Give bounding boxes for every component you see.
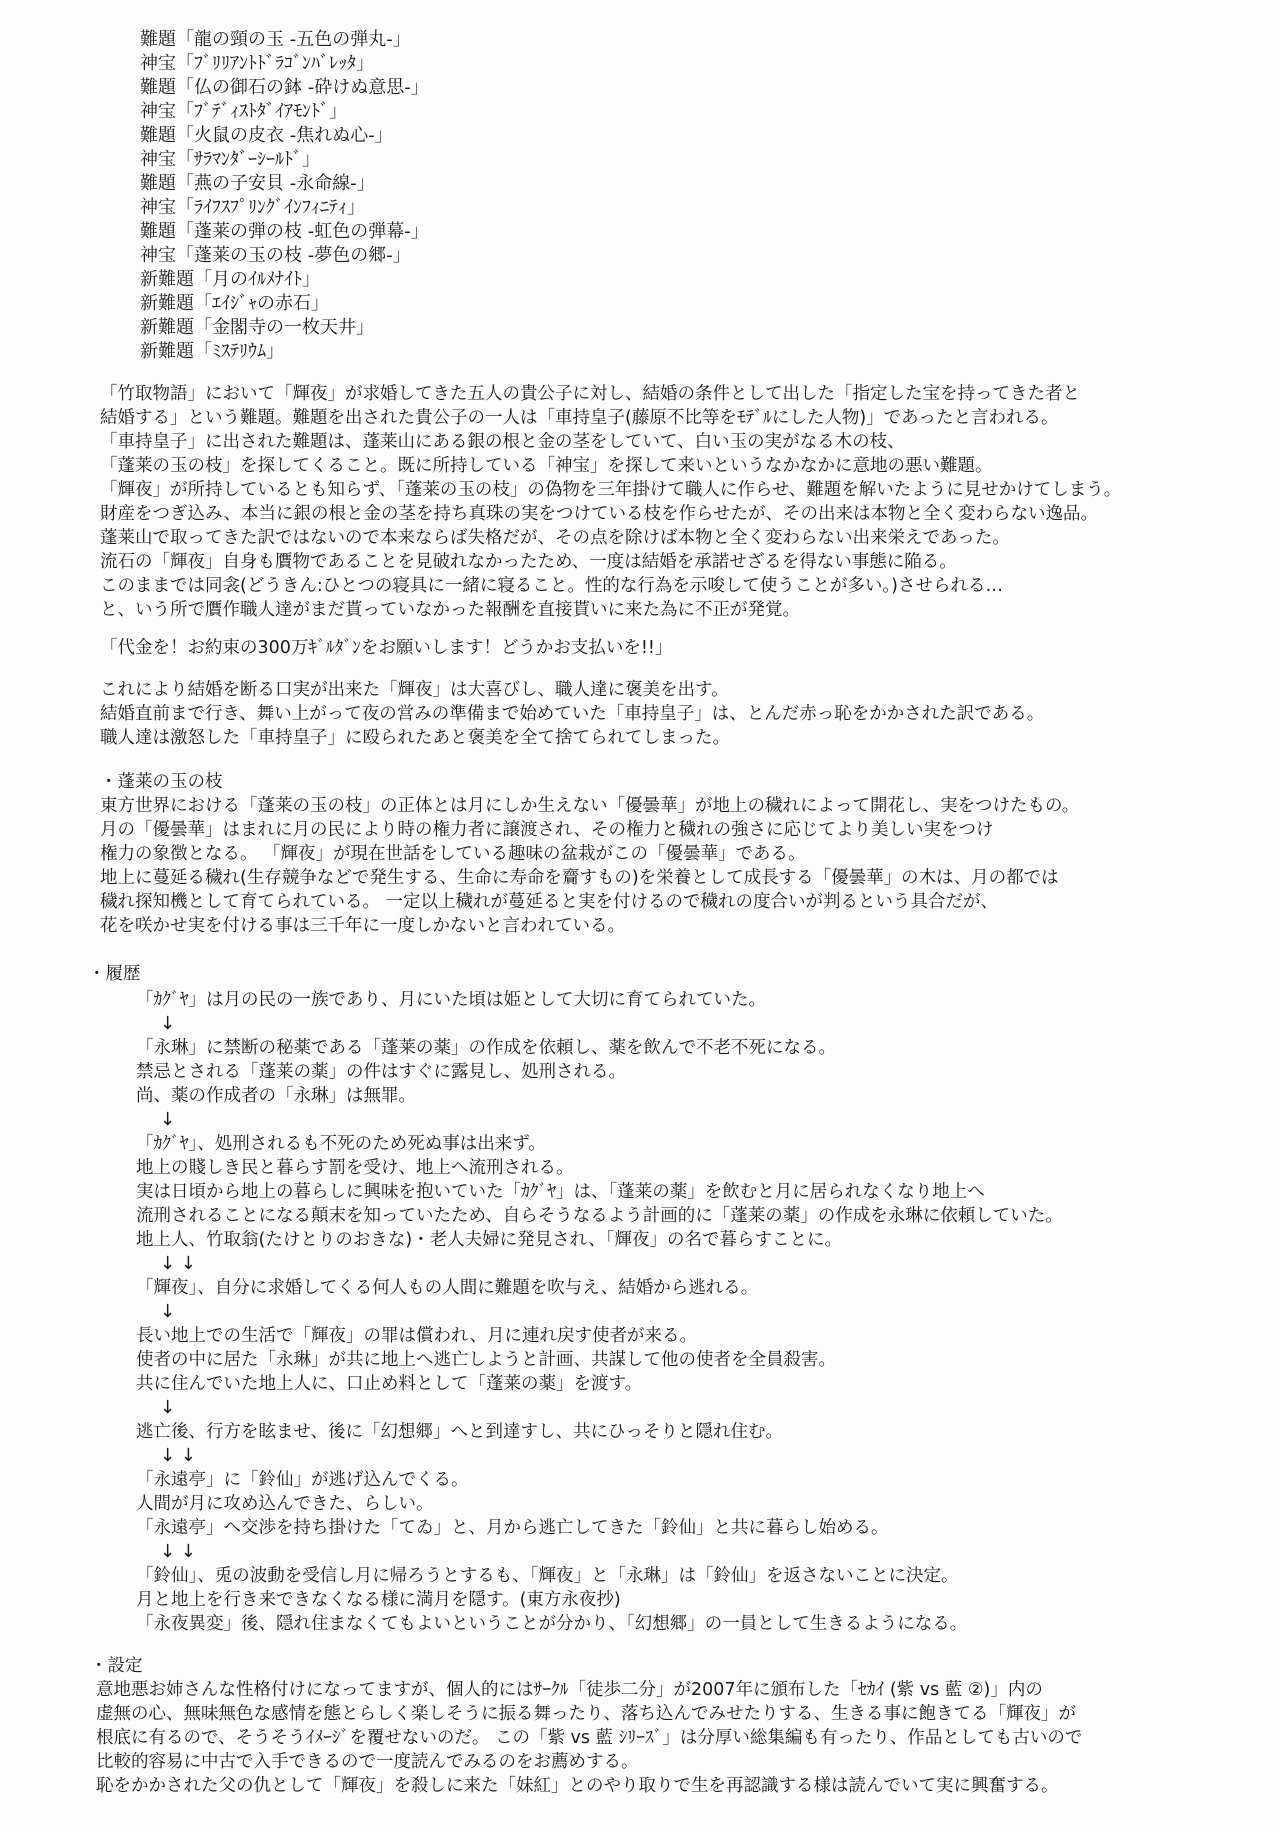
down-arrow-icon: ↓ ↓ [160,1253,196,1274]
history-line: 「ｶｸﾞﾔ」は月の民の一族であり、月にいた頃は姫として大切に育てられていた。 [136,990,766,1010]
down-arrow-icon: ↓ [160,1109,176,1130]
history-line: 「ｶｸﾞﾔ」、処刑されるも不死のため死ぬ事は出来ず。 [136,1134,546,1154]
challenge-item: 神宝「ｻﾗﾏﾝﾀﾞｰｼｰﾙﾄﾞ」 [140,149,320,170]
branch-line: 花を咲かせ実を付ける事は三千年に一度しかないと言われている。 [100,916,625,936]
down-arrow-icon: ↓ [160,1013,176,1034]
aftermath-line: 結婚直前まで行き、舞い上がって夜の営みの準備まで始めていた「車持皇子」は、とんだ赤っ恥をかかされた訳である。 [100,704,1045,724]
story-line: 蓬莱山で取ってきた訳ではないので本来ならば失格だが、その点を除けば本物と全く変わらない出来栄えであった。 [100,528,1010,548]
settings-line: 根底に有るので、そうそうｲﾒｰｼﾞを覆せないのだ。 この「紫 vs 藍 ｼﾘｰｽﾞ」は分厚い総集編も有ったり、作品としても古いので [96,1728,1083,1748]
challenge-item: 新難題「ﾐｽﾃﾘｳﾑ」 [140,341,284,362]
challenge-item: 新難題「月のｲﾙﾒﾅｲﾄ」 [140,269,320,290]
aftermath-line: 職人達は激怒した「車持皇子」に殴られたあと褒美を全て捨てられてしまった。 [100,728,730,748]
story-line: 「輝夜」が所持しているとも知らず、「蓬莱の玉の枝」の偽物を三年掛けて職人に作らせ、難題を解いたように見せかけてしまう。 [100,480,1122,500]
history-line: 「輝夜」、自分に求婚してくる何人もの人間に難題を吹与え、結婚から逃れる。 [136,1278,759,1298]
history-line: 「永琳」に禁断の秘薬である「蓬莱の薬」の作成を依頼し、薬を飲んで不老不死になる。 [136,1038,836,1058]
history-line: 実は日頃から地上の暮らしに興味を抱いていた「ｶｸﾞﾔ」は、「蓬莱の薬」を飲むと月に居られなくなり地上へ [136,1182,985,1202]
down-arrow-icon: ↓ ↓ [160,1445,196,1466]
settings-heading: ・設定 [90,1656,143,1676]
challenge-item: 神宝「ﾌﾞﾃﾞｨｽﾄﾀﾞｲｱﾓﾝﾄﾞ」 [140,101,347,122]
story-line: 「竹取物語」において「輝夜」が求婚してきた五人の貴公子に対し、結婚の条件として出した「指定した宝を持ってきた者と [100,384,1080,404]
challenge-item: 新難題「ｴｲｼﾞｬの赤石」 [140,293,329,314]
history-line: 禁忌とされる「蓬莱の薬」の件はすぐに露見し、処刑される。 [136,1062,626,1082]
challenge-item: 神宝「蓬莱の玉の枝 -夢色の郷-」 [140,245,411,266]
settings-line: 比較的容易に中古で入手できるので一度読んでみるのをお薦めする。 [96,1752,639,1772]
branch-line: 地上に蔓延る穢れ(生存競争などで発生する、生命に寿命を齎すもの)を栄養として成長する「優曇華」の木は、月の都では [100,868,1059,888]
history-line: 長い地上での生活で「輝夜」の罪は償われ、月に連れ戻す使者が来る。 [136,1326,698,1346]
history-line: 地上人、竹取翁(たけとりのおきな)・老人夫婦に発見され、「輝夜」の名で暮らすことに。 [136,1230,842,1250]
branch-line: 穢れ探知機として育てられている。 一定以上穢れが蔓延ると実を付けるので穢れの度合いが判るという具合だが、 [100,892,999,912]
settings-line: 意地悪お姉さんな性格付けになってますが、個人的にはｻｰｸﾙ「徒歩二分」が2007年に頒布した「ｾｶｲ (紫 vs 藍 ②)」内の [96,1680,1043,1700]
challenge-item: 神宝「ﾗｲﾌｽﾌﾟﾘﾝｸﾞｲﾝﾌｨﾆﾃｨ」 [140,197,365,218]
down-arrow-icon: ↓ [160,1301,176,1322]
history-heading: ・履歴 [88,964,141,984]
challenge-item: 難題「仏の御石の鉢 -砕けぬ意思-」 [140,77,429,98]
craftsmen-quote: 「代金を！お約束の300万ｷﾞﾙﾀﾞﾝをお願いします！どうかお支払いを!!」 [100,638,673,658]
story-line: 流石の「輝夜」自身も贋物であることを見破れなかったため、一度は結婚を承諾せざるを得ない事態に陥る。 [100,552,957,572]
branch-line: 東方世界における「蓬莱の玉の枝」の正体とは月にしか生えない「優曇華」が地上の穢れによって開花し、実をつけたもの。 [100,796,1080,816]
history-line: 「鈴仙」、兎の波動を受信し月に帰ろうとするも、「輝夜」と「永琳」は「鈴仙」を返さないことに決定。 [136,1566,959,1586]
story-line: 結婚する」という難題。難題を出された貴公子の一人は「車持皇子(藤原不比等をﾓﾃﾞﾙにした人物)」であったと言われる。 [100,408,1059,428]
challenge-item: 難題「蓬莱の弾の枝 -虹色の弾幕-」 [140,221,429,242]
challenge-item: 新難題「金閣寺の一枚天井」 [140,317,374,338]
history-line: 「永夜異変」後、隠れ住まなくてもよいということが分かり、「幻想郷」の一員として生きるようになる。 [136,1614,968,1634]
story-line: と、いう所で贋作職人達がまだ貰っていなかった報酬を直接貰いに来た為に不正が発覚。 [100,600,800,620]
history-line: 使者の中に居た「永琳」が共に地上へ逃亡しようと計画、共謀して他の使者を全員殺害。 [136,1350,836,1370]
history-line: 「永遠亭」に「鈴仙」が逃げ込んでくる。 [136,1470,469,1490]
challenge-item: 難題「燕の子安貝 -永命線-」 [140,173,375,194]
story-line: 「蓬莱の玉の枝」を探してくること。既に所持している「神宝」を探して来いというなかなかに意地の悪い難題。 [100,456,993,476]
branch-line: 権力の象徴となる。 「輝夜」が現在世話をしている趣味の盆栽がこの「優曇華」である。 [100,844,806,864]
story-line: 「車持皇子」に出された難題は、蓬莱山にある銀の根と金の茎をしていて、白い玉の実がなる木の枝、 [100,432,905,452]
challenge-item: 難題「火鼠の皮衣 -焦れぬ心-」 [140,125,393,146]
history-line: 逃亡後、行方を眩ませ、後に「幻想郷」へと到達すし、共にひっそりと隠れ住む。 [136,1422,783,1442]
story-line: このままでは同衾(どうきん:ひとつの寝具に一緒に寝ること。性的な行為を示唆して使うことが多い。)させられる… [100,576,1003,596]
branch-heading: ・蓬莱の玉の枝 [100,772,223,792]
settings-line: 虚無の心、無味無色な感情を態とらしく楽しそうに振る舞ったり、落ち込んでみせたりする、生きる事に飽きてる「輝夜」が [96,1704,1076,1724]
history-line: 共に住んでいた地上人に、口止め料として「蓬莱の薬」を渡す。 [136,1374,643,1394]
challenge-item: 難題「龍の頸の玉 -五色の弾丸-」 [140,29,411,50]
down-arrow-icon: ↓ ↓ [160,1541,196,1562]
aftermath-line: これにより結婚を断る口実が出来た「輝夜」は大喜びし、職人達に褒美を出す。 [100,680,729,700]
down-arrow-icon: ↓ [160,1397,176,1418]
challenge-item: 神宝「ﾌﾞﾘﾘｱﾝﾄﾄﾞﾗｺﾞﾝﾊﾞﾚｯﾀ」 [140,53,374,74]
history-line: 「永遠亭」へ交渉を持ち掛けた「てゐ」と、月から逃亡してきた「鈴仙」と共に暮らし始める。 [136,1518,889,1538]
settings-line: 恥をかかされた父の仇として「輝夜」を殺しに来た「妹紅」とのやり取りで生を再認識する様は読んでいて実に興奮する。 [96,1776,1059,1796]
history-line: 地上の賤しき民と暮らす罰を受け、地上へ流刑される。 [136,1158,574,1178]
story-line: 財産をつぎ込み、本当に銀の根と金の茎を持ち真珠の実をつけている枝を作らせたが、その出来は本物と全く変わらない逸品。 [100,504,1099,524]
history-line: 月と地上を行き来できなくなる様に満月を隠す。(東方永夜抄) [136,1590,621,1610]
history-line: 流刑されることになる顛末を知っていたため、自らそうなるよう計画的に「蓬莱の薬」の作成を永琳に依頼していた。 [136,1206,1063,1226]
branch-line: 月の「優曇華」はまれに月の民により時の権力者に譲渡され、その権力と穢れの強さに応じてより美しい実をつけ [100,820,994,840]
history-line: 尚、薬の作成者の「永琳」は無罪。 [136,1086,416,1106]
history-line: 人間が月に攻め込んできた、らしい。 [136,1494,434,1514]
